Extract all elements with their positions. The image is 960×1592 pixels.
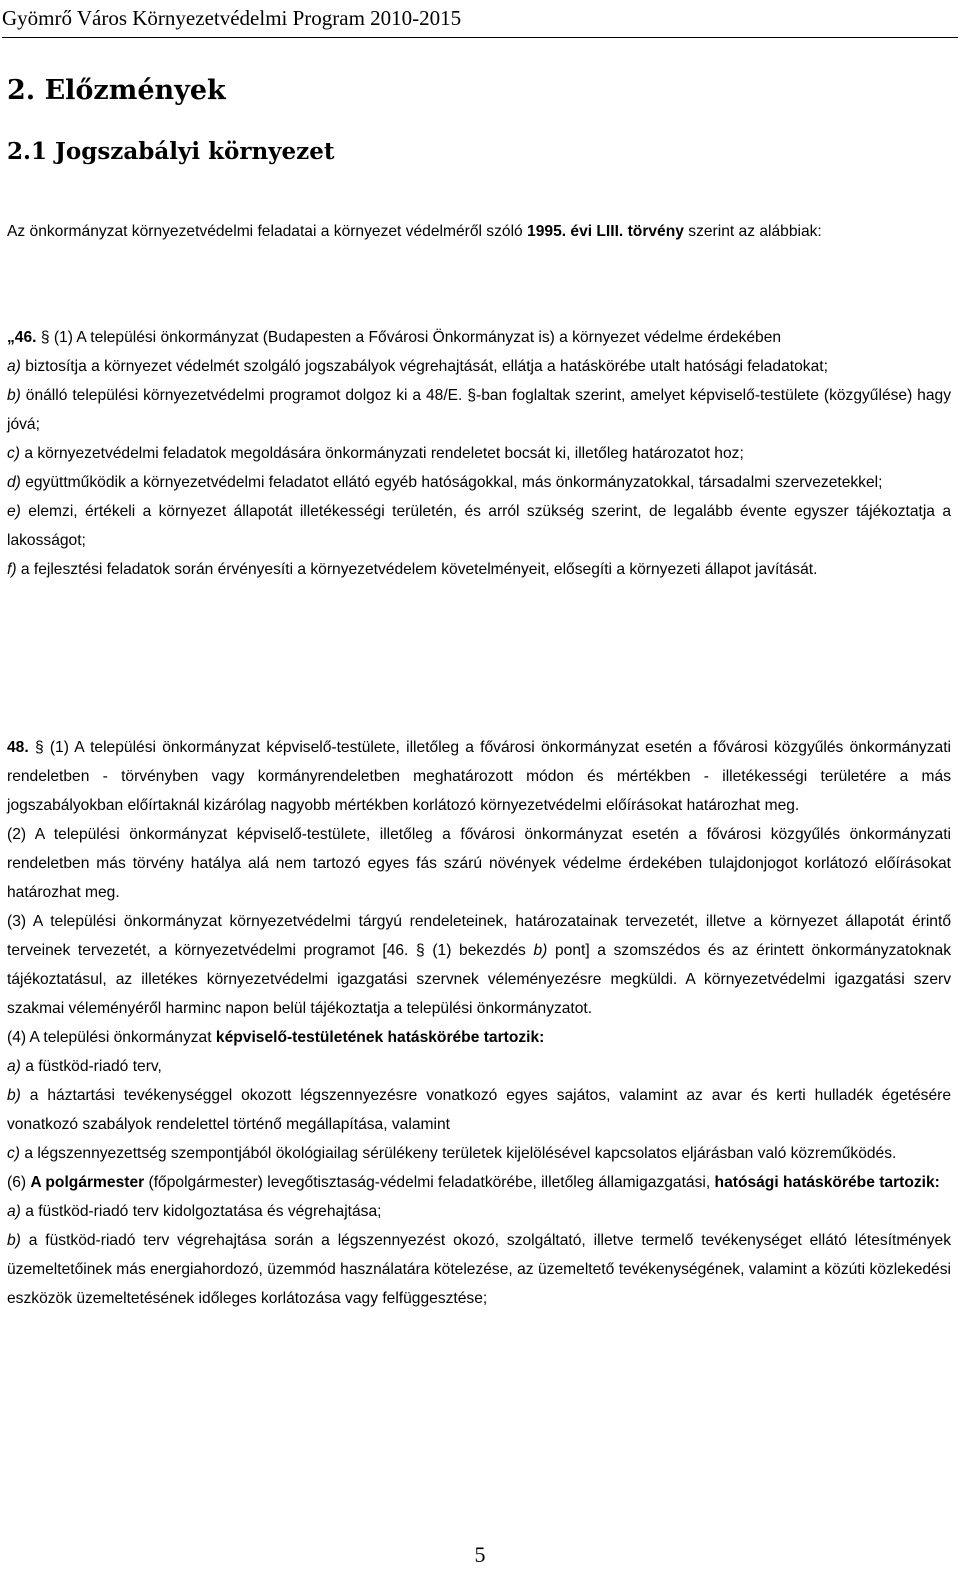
- section-48-quote: [7, 733, 951, 1313]
- section-48-paragraph-6: [7, 1168, 951, 1197]
- intro-paragraph: [7, 215, 951, 248]
- item-letter: d): [7, 474, 21, 491]
- item-text: a környezetvédelmi feladatok megoldására önkormányzati rendeletet bocsát ki, illetőleg határozatot hoz;: [20, 445, 744, 462]
- bold-phrase: hatósági hatáskörébe tartozik:: [714, 1174, 940, 1191]
- paragraph-text: (3) A települési önkormányzat környezetvédelmi tárgyú rendeleteinek, határozatainak tervezetét, illetve a környezet állapotát érintő terveinek tervezetét, a környezetvédelmi programot [46.: [7, 913, 951, 959]
- chapter-heading: 2. Előzmények: [7, 75, 226, 106]
- section-46-lead-text: (1) A települési önkormányzat (Budapesten a Fővárosi Önkormányzat is) a környezet védelme érdekében: [49, 329, 782, 346]
- item-letter: b): [533, 942, 548, 959]
- section-46-quote: [7, 323, 951, 584]
- item-text: együttműködik a környezetvédelmi feladatot ellátó egyéb hatóságokkal, más önkormányzatokkal, társadalmi szervezetekkel;: [20, 474, 883, 491]
- item-text: a fejlesztési feladatok során érvényesíti a környezetvédelem követelményeit, elősegíti a környezeti állapot javítását.: [16, 561, 818, 578]
- section-heading: 2.1 Jogszabályi környezet: [7, 138, 335, 165]
- item-letter: a): [7, 358, 21, 375]
- list-item: [7, 497, 951, 555]
- list-item: [7, 352, 951, 381]
- list-item: [7, 468, 951, 497]
- paragraph-text: (1) A települési önkormányzat képviselő-testülete, illetőleg a fővárosi önkormányzat esetén a fővárosi közgyűlés önkormányzati rendeletben - törvényben vagy kormányrendeletben meghatározott módon és mértékben - illetékességi területére a más jogszabályokban előírtaknál kizárólag nagyobb mértékben korlátozó környezetvédelmi előírásokat határozhat meg.: [7, 739, 951, 814]
- list-item: [7, 1226, 951, 1313]
- list-item: [7, 381, 951, 439]
- item-text: a légszennyezettség szempontjából ökológiailag sérülékeny területek kijelölésével kapcsolatos eljárásban való közreműködés.: [20, 1145, 897, 1162]
- item-letter: c): [7, 1145, 20, 1162]
- section-sign: §: [467, 387, 476, 404]
- item-letter: b): [7, 1232, 21, 1249]
- item-letter: b): [7, 1087, 21, 1104]
- item-text: a füstköd-riadó terv kidolgoztatása és végrehajtása;: [20, 1203, 382, 1220]
- item-text: biztosítja a környezet védelmét szolgáló jogszabályok végrehajtását, ellátja a hatáskörébe utalt hatósági feladatokat;: [20, 358, 828, 375]
- list-item: [7, 1197, 951, 1226]
- intro-text-post: szerint az alábbiak:: [683, 223, 822, 240]
- list-item: [7, 1139, 951, 1168]
- section-48-paragraph-4: [7, 1023, 951, 1052]
- item-letter: b): [7, 387, 21, 404]
- item-letter: f): [7, 561, 17, 578]
- list-item: [7, 1052, 951, 1081]
- paragraph-text: (főpolgármester) levegőtisztaság-védelmi feladatkörébe, illetőleg államigazgatási,: [144, 1174, 715, 1191]
- law-reference: 1995. évi LIII. törvény: [527, 223, 684, 240]
- section-sign: §: [40, 329, 50, 346]
- intro-text-pre: Az önkormányzat környezetvédelmi feladatai a környezet védelméről szóló: [7, 223, 528, 240]
- item-letter: e): [7, 503, 21, 520]
- section-48-paragraph-3: [7, 907, 951, 1023]
- section-number-48: 48.: [7, 739, 29, 756]
- paragraph-text: (6): [7, 1174, 31, 1191]
- list-item: [7, 555, 951, 584]
- item-text: elemzi, értékeli a környezet állapotát illetékességi területén, és arról szükség szerint, de legalább évente egyszer tájékoztatja a lakosságot;: [7, 503, 951, 549]
- item-letter: c): [7, 445, 20, 462]
- item-text: a füstköd-riadó terv végrehajtása során a légszennyezést okozó, szolgáltató, illetve termelő tevékenységet ellátó létesítmények üzemeltetőinek más energiahordozó, üzemmód használatára kötelezése, az üzemeltető tevékenységének, valamint a közúti közlekedési eszközök üzemeltetésének időleges korlátozása vagy felfüggesztése;: [7, 1232, 951, 1307]
- list-item: [7, 1081, 951, 1139]
- header-rule: [2, 37, 958, 38]
- bold-phrase: A polgármester: [30, 1174, 145, 1191]
- section-48-paragraph-2: (2) A települési önkormányzat képviselő-testülete, illetőleg a fővárosi önkormányzat esetén a fővárosi közgyűlés önkormányzati rendeletben más törvény hatálya alá nem tartozó egyes fás szárú növények védelme érdekében tulajdonjogot korlátozó előírásokat határozhat meg.: [7, 826, 951, 901]
- item-letter: a): [7, 1058, 21, 1075]
- section-sign: §: [34, 739, 44, 756]
- running-header: Gyömrő Város Környezetvédelmi Program 2010-2015: [2, 6, 462, 30]
- section-46-lead: [7, 323, 951, 352]
- opening-quote-mark: „: [7, 329, 15, 346]
- list-item: [7, 439, 951, 468]
- section-48-paragraph-1: [7, 733, 951, 820]
- item-text: a füstköd-riadó terv,: [20, 1058, 162, 1075]
- bold-phrase: képviselő-testületének hatáskörébe tartozik:: [215, 1029, 545, 1046]
- item-text-tail: -ban foglaltak szerint, amelyet képviselő-testülete (közgyűlése) hagy jóvá;: [7, 387, 952, 433]
- paragraph-text: pont] a szomszédos és az érintett önkormányzatoknak tájékoztatásul, az illetékes környezetvédelmi igazgatási szervnek véleményezésre megküldi. A környezetvédelmi igazgatási szerv szakmai véleményéről harminc napon belül tájékoztatja a települési önkormányzatot.: [7, 942, 952, 1017]
- paragraph-text: (1) bekezdés: [424, 942, 534, 959]
- page-number: 5: [474, 1542, 486, 1567]
- section-number-46: 46.: [14, 329, 37, 346]
- paragraph-text: (4) A települési önkormányzat: [7, 1029, 216, 1046]
- item-letter: a): [7, 1203, 21, 1220]
- item-text: a háztartási tevékenységgel okozott légszennyezésre vonatkozó egyes sajátos, valamint az avar és kerti hulladék égetésére vonatkozó szabályok rendelettel történő megállapítása, valamint: [7, 1087, 951, 1133]
- section-sign: §: [416, 942, 425, 959]
- item-text: önálló települési környezetvédelmi programot dolgoz ki a 48/E.: [20, 387, 468, 404]
